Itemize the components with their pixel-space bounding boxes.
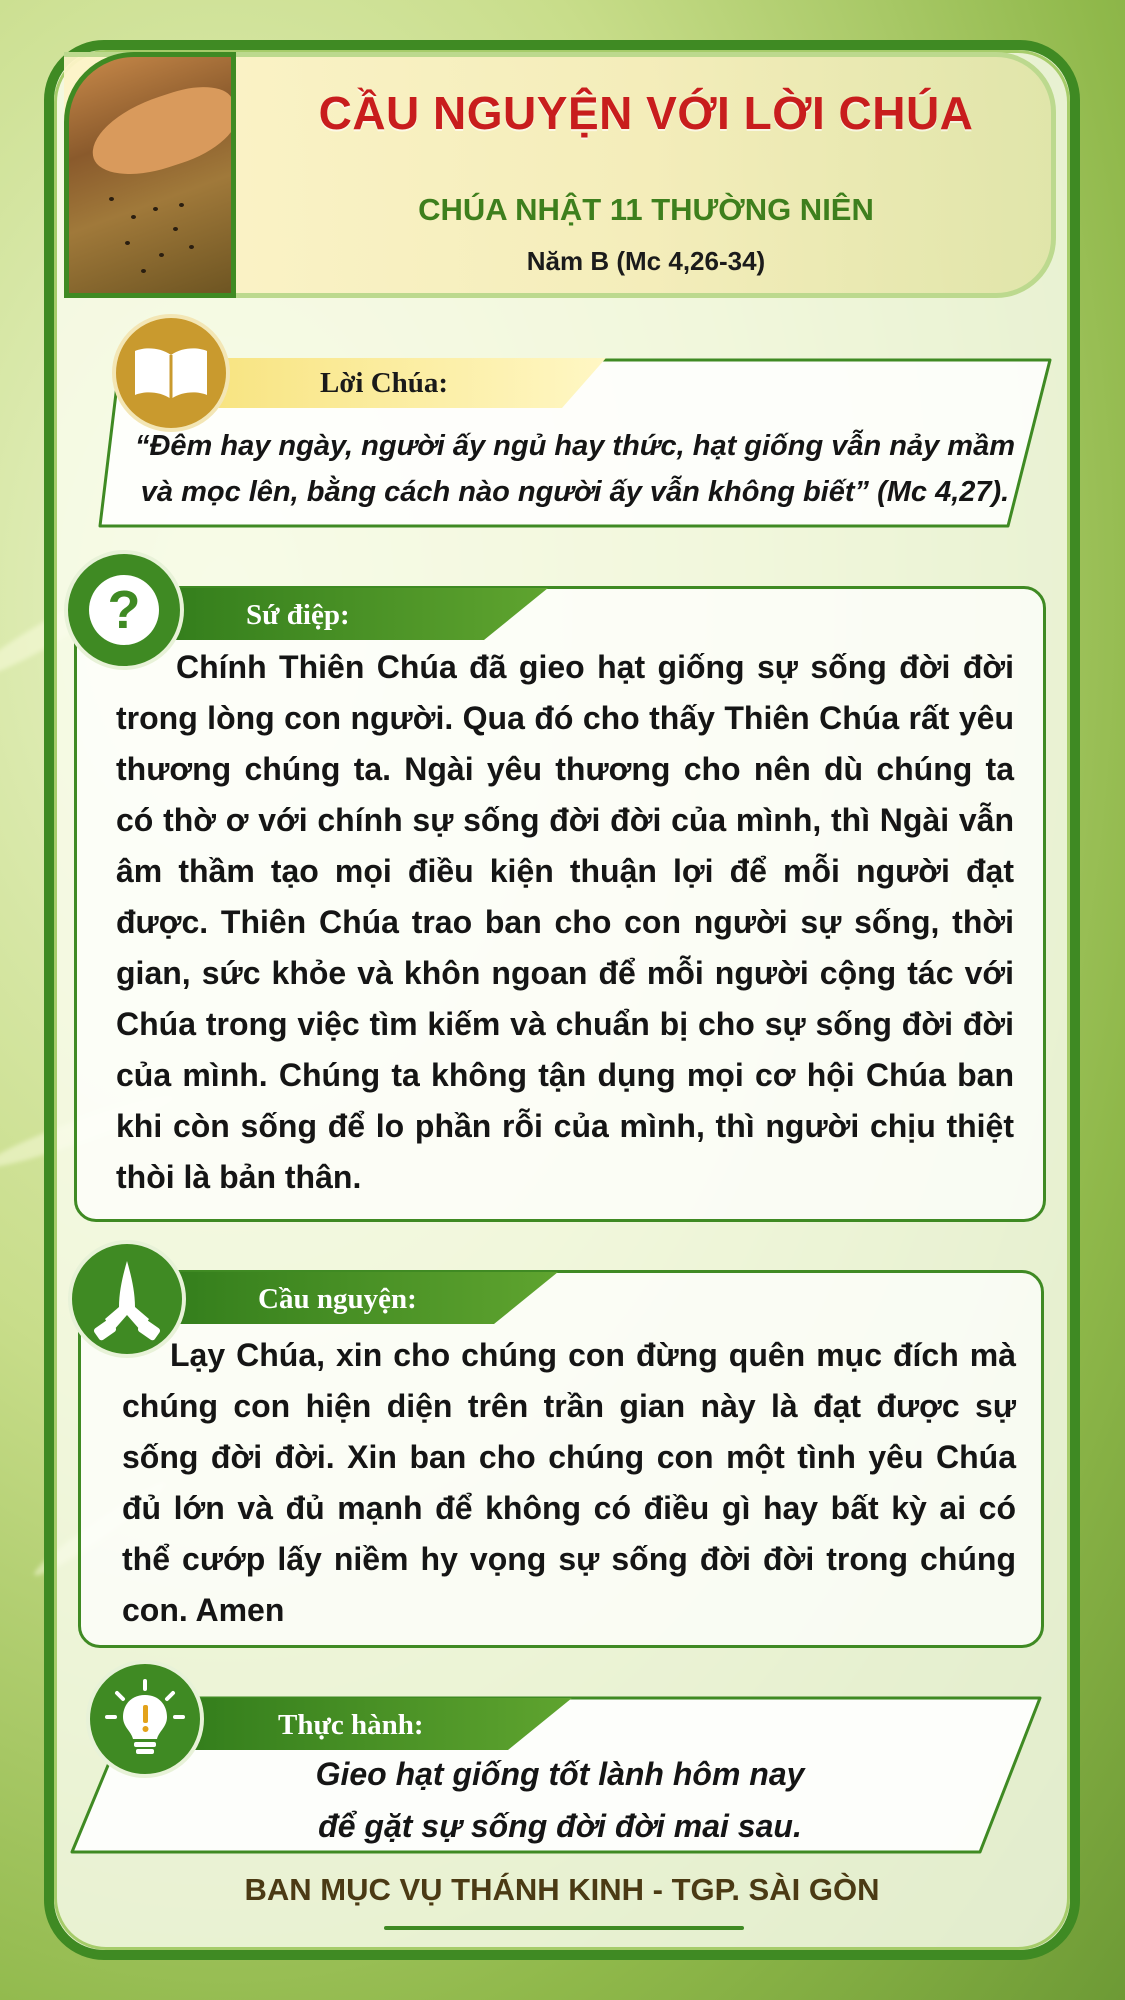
cau-nguyen-text: Lạy Chúa, xin cho chúng con đừng quên mục đích mà chúng con hiện diện trên trần gian này là đạt được sự sống đời đời. Xin ban cho chúng con một tình yêu Chúa đủ lớn và đủ mạnh để không có điều gì hay bất kỳ ai có thể cướp lấy niềm hy vọng sự sống đời đời trong chúng con. Amen — [122, 1337, 1016, 1628]
sowing-hand-image — [64, 52, 236, 298]
cau-nguyen-label: Cầu nguyện: — [258, 1282, 417, 1315]
loi-chua-label: Lời Chúa: — [320, 366, 449, 399]
hand-shape — [82, 76, 236, 189]
thuc-hanh-line-2: để gặt sự sống đời đời mai sau. — [318, 1808, 802, 1844]
question-mark-icon: ? — [89, 575, 159, 645]
open-book-icon — [132, 345, 210, 401]
lightbulb-icon — [103, 1677, 187, 1761]
su-diep-label: Sứ điệp: — [246, 598, 350, 631]
seed-dot — [179, 203, 184, 207]
page-title: CẦU NGUYỆN VỚI LỜI CHÚA — [318, 87, 974, 139]
praying-hands-icon — [89, 1257, 165, 1341]
scripture-reference: Năm B (Mc 4,26-34) — [526, 246, 766, 276]
loi-chua-line-2: và mọc lên, bằng cách nào người ấy vẫn không biết” (Mc 4,27). — [140, 476, 1010, 508]
seed-dot — [125, 241, 130, 245]
thuc-hanh-label: Thực hành: — [278, 1708, 424, 1741]
seed-dot — [159, 253, 164, 257]
su-diep-text: Chính Thiên Chúa đã gieo hạt giống sự sống đời đời trong lòng con người. Qua đó cho thấy Thiên Chúa rất yêu thương chúng ta. Ngài yêu thương cho nên dù chúng ta có thờ ơ với chính sự sống đời đời của mình, thì Ngài vẫn âm thầm tạo mọi điều kiện thuận lợi để mỗi người đạt được. Thiên Chúa trao ban cho con người sự sống, thời gian, sức khỏe và khôn ngoan để mỗi người cộng tác với Chúa trong việc tìm kiếm và chuẩn bị cho sự sống đời đời của mình. Chúng ta không tận dụng mọi cơ hội Chúa ban khi còn sống để lo phần rỗi của mình, thì người chịu thiệt thòi là bản thân. — [116, 649, 1014, 1195]
seed-dot — [173, 227, 178, 231]
footer-credit: BAN MỤC VỤ THÁNH KINH - TGP. SÀI GÒN — [244, 1872, 880, 1907]
seed-dot — [141, 269, 146, 273]
book-icon-circle — [112, 314, 230, 432]
seed-dot — [153, 207, 158, 211]
page-subtitle: CHÚA NHẬT 11 THƯỜNG NIÊN — [418, 192, 874, 227]
seed-dot — [109, 197, 114, 201]
seed-dot — [189, 245, 194, 249]
loi-chua-line-1: “Đêm hay ngày, người ấy ngủ hay thức, hạt giống vẫn nảy mầm — [134, 430, 1016, 462]
footer-underline — [384, 1926, 744, 1930]
thuc-hanh-line-1: Gieo hạt giống tốt lành hôm nay — [315, 1756, 805, 1792]
seed-dot — [131, 215, 136, 219]
